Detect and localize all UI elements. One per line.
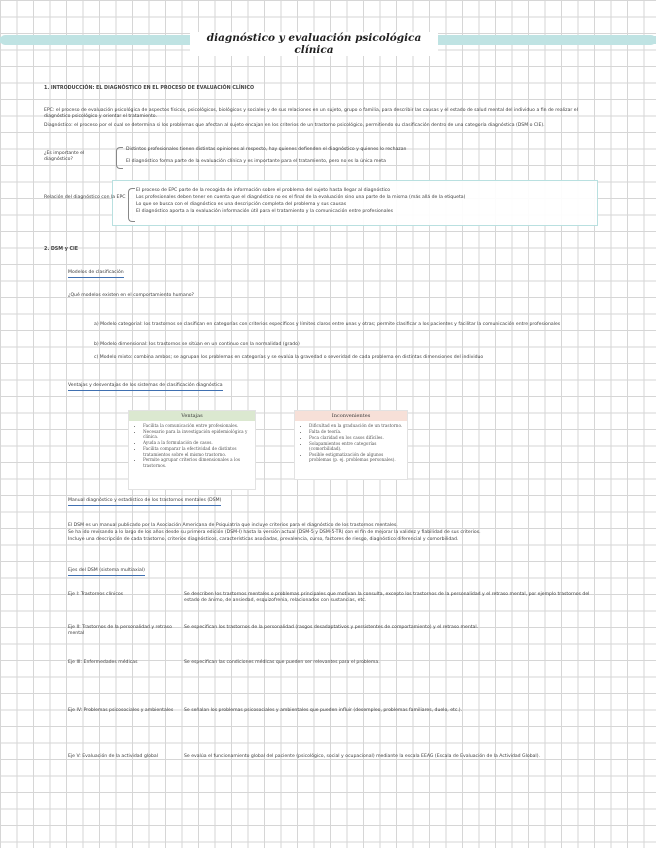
section-1-heading: 1. INTRODUCCIÓN: EL DIAGNÓSTICO EN EL PROCESO DE EVALUACIÓN CLÍNICO [44,86,255,91]
epc-relation-line-2: Los profesionales deben tener en cuenta que el diagnóstico no es el final de la evaluación sino una parte de la misma (más allá de la etiqueta) [136,195,466,200]
advantage-item: • Facilita comparar la efectividad de distintos tratamientos sobre el mismo trastorno. [143,446,251,457]
epc-relation-line-3: Lo que se busca con el diagnóstico es una descripción completa del problema y sus causas [136,202,347,207]
importance-line-1: Distintos profesionales tienen distintas opiniones al respecto, hay quienes defienden el diagnóstico y quienes lo rechazan [126,147,407,152]
importance-brace [116,147,123,169]
advantage-item: • Permite agrupar criterios dimensionales a los trastornos. [143,457,251,468]
epc-relation-brace [128,188,135,222]
page-title: diagnóstico y evaluación psicológica clínica [190,32,438,56]
epc-relation-line-1: El proceso de EPC parte de la recogida de información sobre el problema del sujeto hasta llegar al diagnóstico [136,188,391,193]
axis-4-label: Eje IV: Problemas psicosociales y ambientales [68,708,174,713]
importance-line-2: El diagnóstico forma parte de la evaluación clínica y es importante para el tratamiento, pero no es la única meta [126,159,386,164]
axis-4-description: Se señalan los problemas psicosociales y ambientales que pueden influir (desempleo, problemas familiares, duelo, etc.). [184,708,463,713]
dsm-subheading: Manual diagnóstico y estadístico de los trastornos mentales (DSM) [68,498,221,506]
disadvantages-table [294,410,408,480]
axis-5-label: Eje V: Evaluación de la actividad global [68,754,158,759]
model-dimensional: b) Modelo dimensional: los trastornos se sitúan en un continuo con la normalidad (grado) [94,342,300,347]
epc-relation-line-4: El diagnóstico aporta a la evaluación información útil para el tratamiento y la comunicación entre profesionales [136,209,394,214]
dsm-line-3: Incluye una descripción de cada trastorno, criterios diagnósticos, características asociadas, prevalencia, curso, factores de riesgo, diagnóstico diferencial y comorbilidad. [68,537,459,542]
model-categorial: a) Modelo categorial: los trastornos se clasifican en categorías con criterios específicos y límites claros entre unas y otras; permite clasificar a los pacientes y facilitar la comunicación entre profesionales [94,322,561,327]
disadvantage-item: • Poca claridad en los casos difíciles. [309,435,403,440]
disadvantage-item: • Falta de teoría. [309,429,403,434]
advantages-list [129,423,255,468]
axis-2-description: Se especifican los trastornos de la personalidad (rasgos desadaptativos y persistentes de comportamiento) y el retraso mental. [184,625,479,630]
models-question: ¿Qué modelos existen en el comportamiento humano? [68,293,194,298]
disadvantages-table-header: Inconvenientes [295,411,407,421]
disadvantages-list [295,423,407,463]
advantages-table-header: Ventajas [129,411,255,421]
axis-3-description: Se especifican las condiciones médicas que pueden ser relevantes para el problema. [184,660,380,665]
axis-1-description: Se describen los trastornos mentales o problemas principales que motivan la consulta, excepto los trastornos de la personalidad y el retraso mental, por ejemplo trastornos del estado de ánimo, de ansiedad, esquizofrenia, relacionados con sustancias, etc. [184,592,590,604]
advantage-item: • Ayuda a la formulación de casos. [143,440,251,445]
section-2-heading: 2. DSM y CIE [44,247,79,252]
advantage-item: • Necesario para la investigación epidemiológica y clínica. [143,429,251,440]
importance-question-label: ¿Es importante el diagnóstico? [44,151,85,163]
advantage-item: • Facilita la comunicación entre profesionales. [143,423,251,428]
advantages-subheading: Ventajas y desventajas de los sistemas de clasificación diagnóstica [68,383,223,391]
classification-models-subheading: Modelos de clasificación [68,270,124,278]
axis-1-label: Eje I: Trastornos clínicos [68,592,124,597]
disadvantage-item: • Dificultad en la graduación de un trastorno. [309,423,403,428]
axis-5-description: Se evalúa el funcionamiento global del paciente (psicológico, social y ocupacional) mediante la escala EEAG (Escala de Evaluación de la Actividad Global). [184,754,540,759]
axes-subheading: Ejes del DSM (sistema multiaxial) [68,568,145,576]
disadvantage-item: • Posible estigmatización de algunos problemas (p. ej. problemas personales). [309,452,403,463]
advantages-table [128,410,256,490]
axis-2-label: Eje II: Trastornos de la personalidad y retraso mental [68,625,172,637]
dsm-line-1: El DSM es un manual publicado por la Asociación Americana de Psiquiatría que incluye criterios para el diagnóstico de los trastornos mentales. [68,523,398,528]
axis-3-label: Eje III: Enfermedades médicas [68,660,138,665]
section-1-para-epc: EPC: el proceso de evaluación psicológica de aspectos físicos, psicológicos, biológicos y sociales y de sus relaciones en un sujeto, grupo o familia, para describir las causas y el estado de salud mental del individuo a fin de realizar el diagnóstico psicológico y orientar el tratamiento. [44,108,578,120]
dsm-line-2: Se ha ido revisando a lo largo de los años desde su primera edición (DSM-I) hasta la versión actual (DSM-5 y DSM-5-TR) con el fin de mejorar la validez y fiabilidad de sus criterios. [68,530,481,535]
model-mixto: c) Modelo mixto: combina ambos; se agrupan los problemas en categorías y se evalúa la gravedad o severidad de cada problema en distintas dimensiones del individuo [94,355,484,360]
section-1-para-diagnostico: Diagnóstico: el proceso por el cual se determina si los problemas que afectan al sujeto encajan en los criterios de un trastorno psicológico, permitiendo su clasificación dentro de una categoría diagnóstica (DSM o CIE). [44,123,545,128]
epc-relation-label: Relación del diagnóstico con la EPC [44,195,126,200]
disadvantage-item: • Solapamientos entre categorías (comorbilidad). [309,441,403,452]
